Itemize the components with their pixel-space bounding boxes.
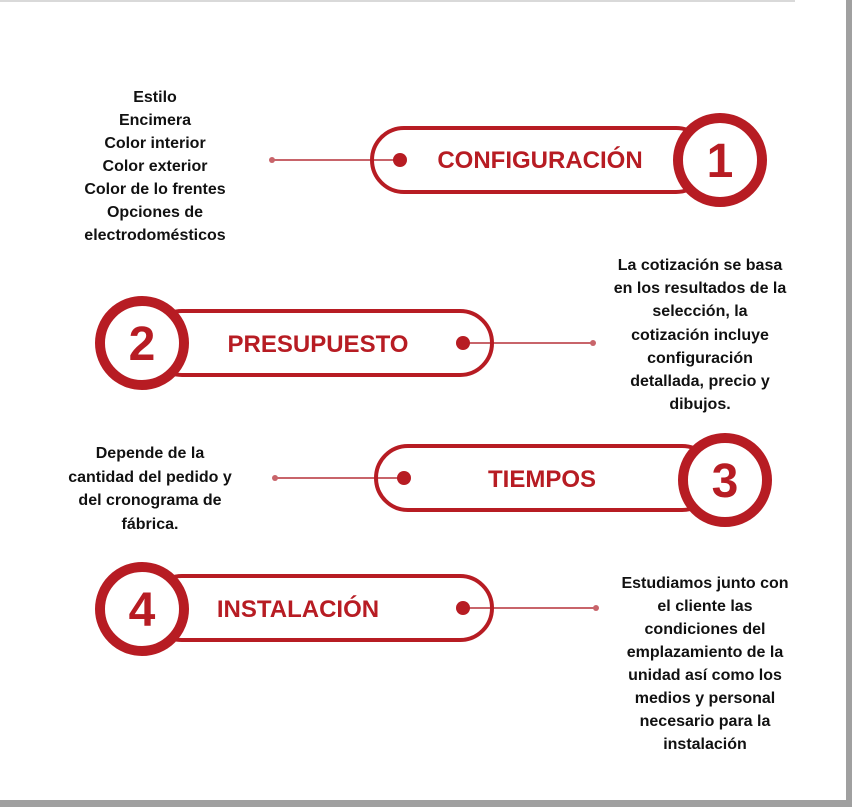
step-4: [100, 567, 599, 651]
step-3-pill-dot: [397, 471, 411, 485]
step-3-number: 3: [711, 455, 739, 508]
step-1-title: CONFIGURACIÓN: [437, 147, 643, 174]
step-4-title: INSTALACIÓN: [216, 596, 380, 623]
step-2-number: 2: [128, 318, 156, 371]
step-4-pill-dot: [456, 601, 470, 615]
step-3-description: Depende de la cantidad del pedido y del cronograma de fábrica.: [68, 445, 232, 533]
step-3: [272, 438, 767, 522]
step-2: [100, 301, 596, 385]
step-2-pill-dot: [456, 336, 470, 350]
step-2-title: PRESUPUESTO: [227, 331, 409, 358]
step-3-connector-dot: [272, 475, 278, 481]
step-1-description: Estilo Encimera Color interior Color exterior Color de lo frentes Opciones de electrodomésticos: [84, 89, 226, 244]
step-4-description: Estudiamos junto con el cliente las condiciones del emplazamiento de la unidad así como los medios y personal necesario para la instalación: [621, 575, 789, 753]
step-3-title: TIEMPOS: [487, 466, 597, 493]
step-1: [269, 118, 762, 202]
step-1-connector-dot: [269, 157, 275, 163]
step-2-description: La cotización se basa en los resultados de la selección, la cotización incluye configuración detallada, precio y dibujos.: [613, 257, 787, 414]
step-1-pill-dot: [393, 153, 407, 167]
step-4-number: 4: [128, 584, 156, 637]
step-1-number: 1: [706, 135, 734, 188]
